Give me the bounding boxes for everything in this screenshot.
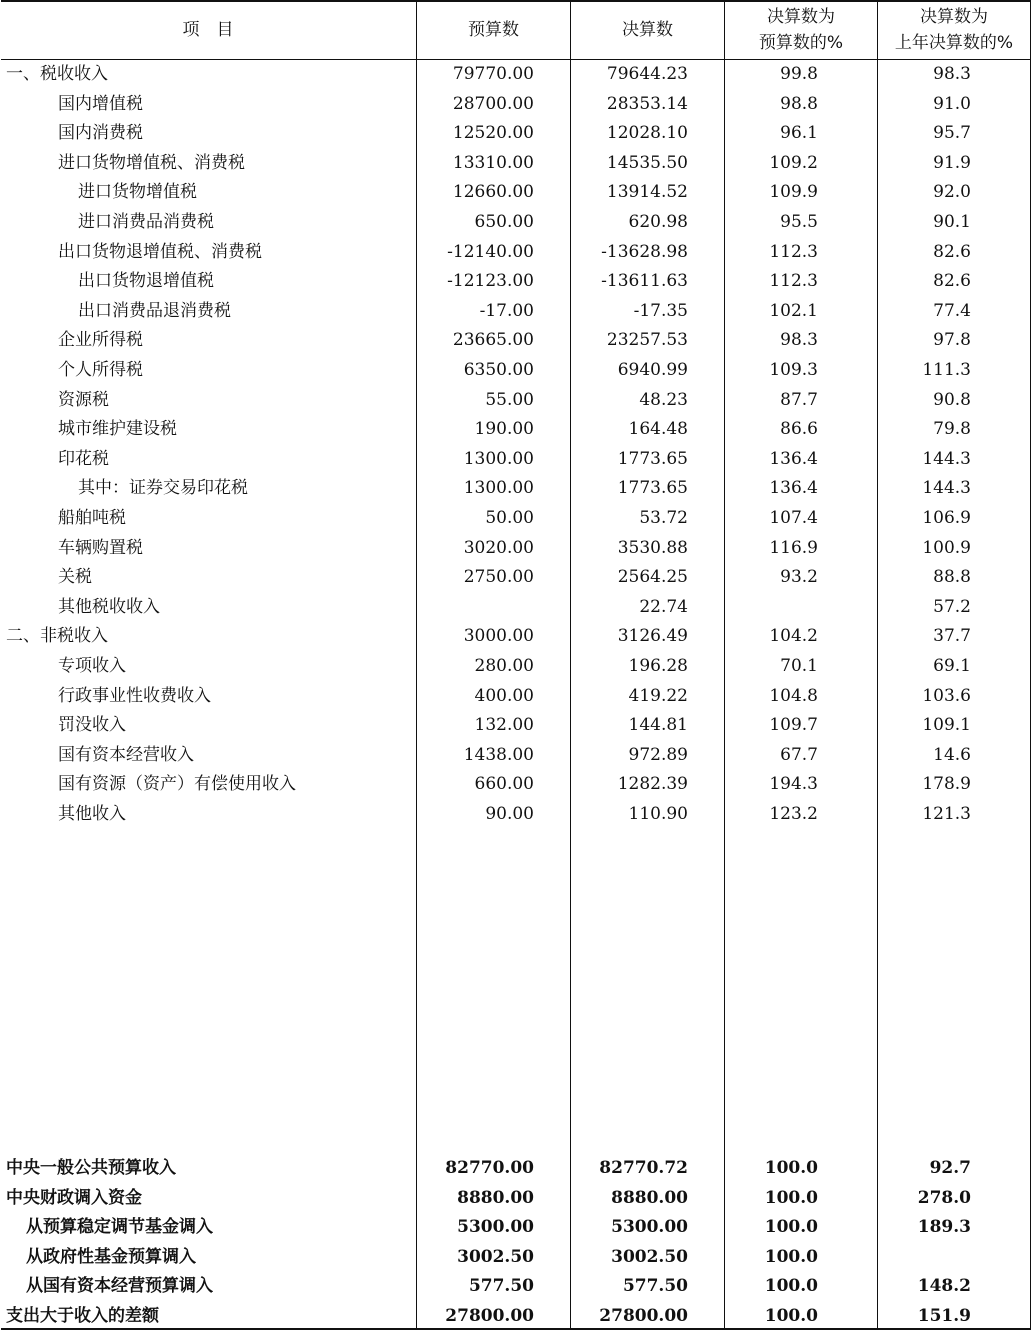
row-final: 14535.50 <box>606 152 688 173</box>
row-budget: 3020.00 <box>463 537 534 558</box>
row-label: 中央一般公共预算收入 <box>6 1158 176 1178</box>
row-budget: 28700.00 <box>452 93 534 114</box>
row-pct-prev: 92.7 <box>929 1158 971 1178</box>
header-final: 决算数 <box>622 20 673 40</box>
row-budget: 1438.00 <box>463 744 534 765</box>
row-label: 其他税收收入 <box>58 596 160 617</box>
row-pct-budget: 100.0 <box>764 1306 818 1326</box>
header-item: 项 目 <box>182 20 234 40</box>
row-label: 关税 <box>58 567 92 588</box>
row-final: 28353.14 <box>606 93 688 114</box>
row-pct-budget: 99.8 <box>780 64 818 84</box>
row-budget: 190.00 <box>474 419 534 440</box>
row-label: 一、税收收入 <box>6 64 108 84</box>
row-label: 其中：证券交易印花税 <box>78 478 248 499</box>
row-pct-prev: 77.4 <box>933 300 971 321</box>
row-budget: 5300.00 <box>457 1217 534 1238</box>
row-pct-prev: 111.3 <box>922 360 971 380</box>
row-final: 3126.49 <box>617 626 688 647</box>
row-pct-budget: 100.0 <box>764 1276 818 1297</box>
row-final: 2564.25 <box>617 567 688 588</box>
row-label: 专项收入 <box>58 656 126 676</box>
row-label: 出口货物退增值税 <box>78 271 214 292</box>
row-final: 79644.23 <box>606 64 688 84</box>
row-label: 国内增值税 <box>58 93 143 114</box>
row-pct-prev: 91.9 <box>933 152 971 173</box>
row-label: 出口消费品退消费税 <box>78 300 231 321</box>
row-label: 从国有资本经营预算调入 <box>26 1276 213 1297</box>
row-final: 5300.00 <box>611 1217 688 1238</box>
row-pct-prev: 178.9 <box>922 774 971 795</box>
row-pct-prev: 106.9 <box>922 508 971 528</box>
row-budget: 6350.00 <box>463 360 534 380</box>
row-pct-prev: 151.9 <box>917 1306 971 1326</box>
row-pct-budget: 100.0 <box>764 1158 818 1178</box>
row-budget: 3000.00 <box>463 626 534 647</box>
row-pct-prev: 189.3 <box>917 1217 971 1238</box>
row-budget: 90.00 <box>485 804 534 824</box>
row-final: -13611.63 <box>601 271 688 292</box>
row-budget: -12123.00 <box>447 271 534 292</box>
row-pct-prev: 82.6 <box>933 271 971 292</box>
row-final: 196.28 <box>628 656 688 676</box>
row-pct-prev: 97.8 <box>933 330 971 351</box>
row-budget: 8880.00 <box>457 1187 534 1208</box>
row-pct-prev: 121.3 <box>922 804 971 824</box>
row-final: -17.35 <box>633 300 688 321</box>
row-final: 164.48 <box>628 419 688 440</box>
row-budget: 660.00 <box>474 774 534 795</box>
row-label: 进口货物增值税 <box>78 182 197 203</box>
row-pct-budget: 100.0 <box>764 1246 818 1267</box>
row-final: 620.98 <box>628 212 688 232</box>
row-pct-budget: 116.9 <box>769 537 818 558</box>
row-label: 从预算稳定调节基金调入 <box>26 1217 213 1238</box>
row-label: 国内消费税 <box>58 123 143 144</box>
row-final: 110.90 <box>628 804 688 824</box>
row-budget: 13310.00 <box>452 152 534 173</box>
row-final: 6940.99 <box>617 360 688 380</box>
row-final: 12028.10 <box>606 123 688 144</box>
row-budget: 50.00 <box>485 508 534 528</box>
row-label: 其他收入 <box>58 804 126 824</box>
row-pct-prev: 144.3 <box>922 448 971 469</box>
row-pct-budget: 104.2 <box>769 626 818 647</box>
row-pct-budget: 112.3 <box>769 241 818 262</box>
row-label: 车辆购置税 <box>58 537 143 558</box>
header-pct-budget-line2: 预算数的% <box>758 33 844 53</box>
row-label: 从政府性基金预算调入 <box>26 1246 196 1267</box>
row-label: 支出大于收入的差额 <box>6 1306 159 1326</box>
row-pct-budget: 96.1 <box>780 123 818 144</box>
row-pct-budget: 98.3 <box>780 330 818 351</box>
row-final: 23257.53 <box>606 330 688 351</box>
row-label: 二、非税收入 <box>6 626 108 647</box>
row-final: 3002.50 <box>611 1246 688 1267</box>
row-pct-budget: 86.6 <box>780 419 818 440</box>
row-pct-budget: 67.7 <box>780 744 818 765</box>
row-pct-budget: 112.3 <box>769 271 818 292</box>
row-pct-prev: 100.9 <box>922 537 971 558</box>
row-pct-budget: 194.3 <box>769 774 818 795</box>
row-pct-budget: 109.3 <box>769 360 818 380</box>
row-label: 进口消费品消费税 <box>78 212 214 232</box>
row-pct-budget: 136.4 <box>769 448 818 469</box>
row-label: 行政事业性收费收入 <box>58 685 211 706</box>
row-final: 22.74 <box>639 596 688 617</box>
row-pct-prev: 92.0 <box>933 182 971 203</box>
row-final: 144.81 <box>628 715 688 736</box>
row-pct-prev: 90.1 <box>933 212 971 232</box>
row-budget: 3002.50 <box>457 1246 534 1267</box>
row-pct-prev: 79.8 <box>933 419 971 440</box>
row-pct-prev: 69.1 <box>933 656 971 676</box>
row-final: 972.89 <box>628 744 688 765</box>
row-label: 个人所得税 <box>58 360 143 380</box>
row-pct-budget: 136.4 <box>769 478 818 499</box>
header-budget: 预算数 <box>468 20 519 40</box>
row-budget: 650.00 <box>474 212 534 232</box>
row-label: 出口货物退增值税、消费税 <box>58 241 262 262</box>
row-pct-budget: 95.5 <box>780 212 818 232</box>
row-budget: 27800.00 <box>445 1306 534 1326</box>
row-budget: 280.00 <box>474 656 534 676</box>
header-pct-budget-line1: 决算数为 <box>767 7 835 27</box>
row-budget: 55.00 <box>485 389 534 410</box>
row-final: 13914.52 <box>606 182 688 203</box>
row-final: 48.23 <box>639 389 688 410</box>
row-final: 3530.88 <box>617 537 688 558</box>
row-pct-prev: 144.3 <box>922 478 971 499</box>
row-pct-budget: 109.2 <box>769 152 818 173</box>
row-pct-prev: 91.0 <box>933 93 971 114</box>
row-label: 资源税 <box>58 389 109 410</box>
row-budget: 23665.00 <box>452 330 534 351</box>
row-pct-budget: 100.0 <box>764 1217 818 1238</box>
row-label: 进口货物增值税、消费税 <box>58 152 245 173</box>
row-pct-prev: 95.7 <box>933 123 971 144</box>
row-pct-prev: 88.8 <box>933 567 971 588</box>
row-final: 1282.39 <box>617 774 688 795</box>
row-final: 1773.65 <box>617 478 688 499</box>
row-budget: -12140.00 <box>447 241 534 262</box>
row-pct-budget: 100.0 <box>764 1187 818 1208</box>
row-label: 印花税 <box>58 448 109 469</box>
row-pct-budget: 123.2 <box>769 804 818 824</box>
row-budget: 1300.00 <box>463 478 534 499</box>
row-label: 企业所得税 <box>58 330 143 351</box>
row-pct-prev: 37.7 <box>933 626 971 647</box>
row-label: 国有资源（资产）有偿使用收入 <box>58 774 296 795</box>
row-label: 船舶吨税 <box>58 508 126 528</box>
row-final: 27800.00 <box>599 1306 688 1326</box>
header-pct-prev-line1: 决算数为 <box>920 7 988 27</box>
row-budget: -17.00 <box>479 300 534 321</box>
row-budget: 12520.00 <box>452 123 534 144</box>
row-pct-budget: 109.9 <box>769 182 818 203</box>
row-pct-prev: 98.3 <box>933 64 971 84</box>
table-right-border <box>1030 0 1031 1330</box>
row-final: 577.50 <box>622 1276 688 1297</box>
row-final: 1773.65 <box>617 448 688 469</box>
row-final: 8880.00 <box>611 1187 688 1208</box>
row-final: 82770.72 <box>599 1158 688 1178</box>
row-pct-prev: 278.0 <box>917 1187 971 1208</box>
row-pct-budget: 98.8 <box>780 93 818 114</box>
row-budget: 1300.00 <box>463 448 534 469</box>
row-pct-prev: 148.2 <box>917 1276 971 1297</box>
row-pct-budget: 104.8 <box>769 685 818 706</box>
row-label: 国有资本经营收入 <box>58 744 194 765</box>
row-budget: 400.00 <box>474 685 534 706</box>
row-pct-prev: 14.6 <box>933 744 971 765</box>
row-pct-budget: 102.1 <box>769 300 818 321</box>
row-pct-budget: 109.7 <box>769 715 818 736</box>
row-budget: 82770.00 <box>445 1158 534 1178</box>
row-budget: 79770.00 <box>452 64 534 84</box>
row-budget: 12660.00 <box>452 182 534 203</box>
row-final: 419.22 <box>628 685 688 706</box>
row-pct-prev: 82.6 <box>933 241 971 262</box>
row-final: 53.72 <box>639 508 688 528</box>
row-pct-budget: 93.2 <box>780 567 818 588</box>
row-pct-prev: 109.1 <box>922 715 971 736</box>
row-label: 城市维护建设税 <box>58 419 177 440</box>
header-pct-prev-line2: 上年决算数的% <box>894 33 1014 53</box>
row-label: 罚没收入 <box>58 715 126 736</box>
row-pct-budget: 70.1 <box>780 656 818 676</box>
row-budget: 577.50 <box>468 1276 534 1297</box>
row-pct-budget: 107.4 <box>769 508 818 528</box>
row-pct-prev: 103.6 <box>922 685 971 706</box>
row-label: 中央财政调入资金 <box>6 1187 142 1208</box>
row-pct-prev: 57.2 <box>933 596 971 617</box>
row-budget: 2750.00 <box>463 567 534 588</box>
row-pct-budget: 87.7 <box>780 389 818 410</box>
row-budget: 132.00 <box>474 715 534 736</box>
row-final: -13628.98 <box>601 241 688 262</box>
row-pct-prev: 90.8 <box>933 389 971 410</box>
